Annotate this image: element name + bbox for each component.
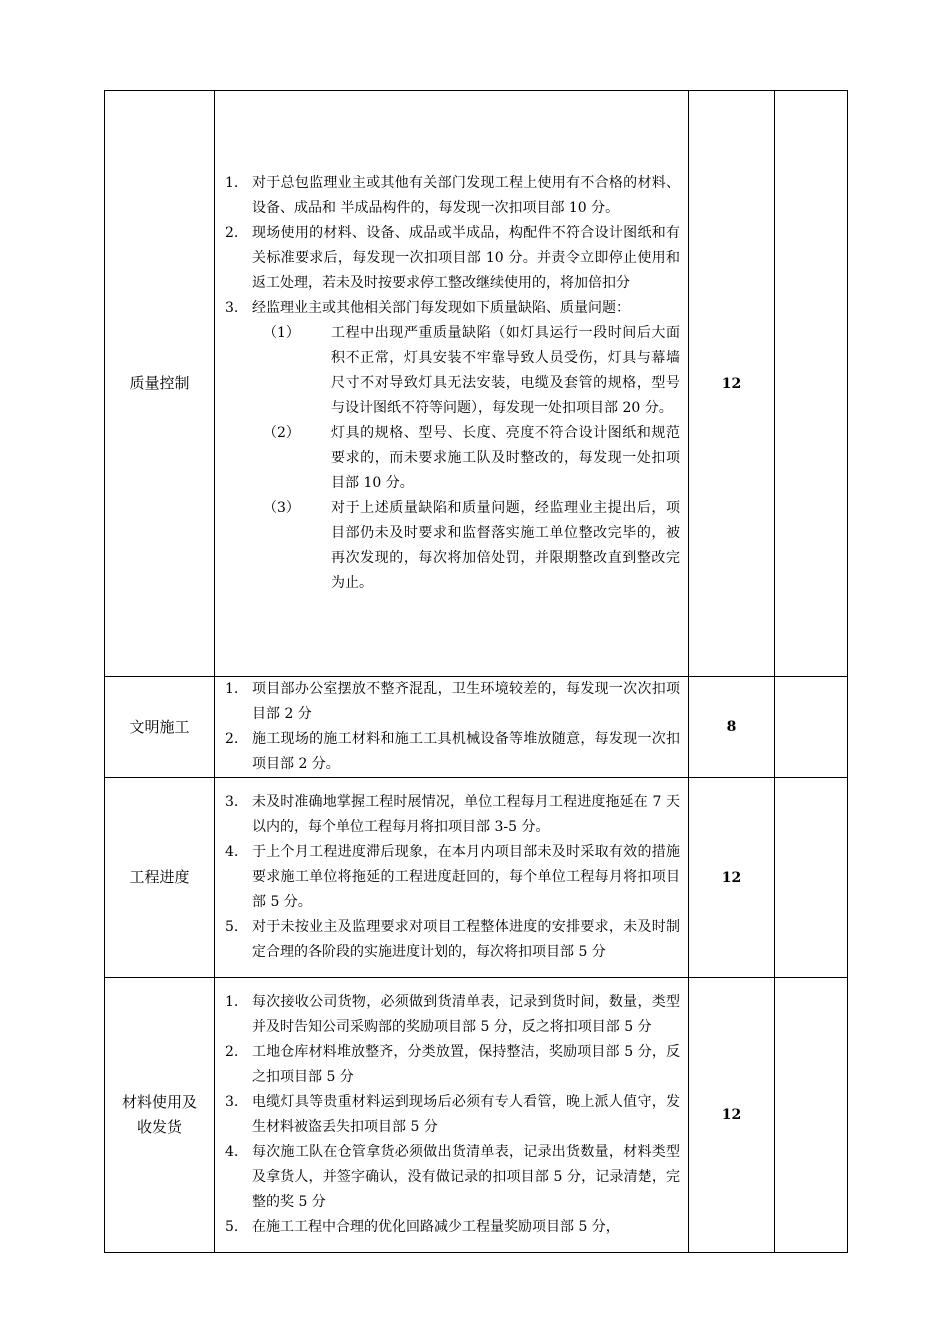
table-row-material-usage — [105, 978, 848, 1253]
remarks-cell — [775, 677, 848, 778]
item-text: 对于未按业主及监理要求对项目工程整体进度的安排要求，未及时制定合理的各阶段的实施进度计划的，每次将扣项目部 5 分 — [252, 919, 680, 960]
item-text: 项目部办公室摆放不整齐混乱，卫生环境较差的，每发现一次次扣项目部 2 分 — [252, 681, 680, 722]
item-number: 5. — [225, 919, 239, 935]
category-label: 质量控制 — [129, 374, 190, 392]
item-text: 电缆灯具等贵重材料运到现场后必须有专人看管，晚上派人值守，发生材料被盗丢失扣项目部 5 分 — [252, 1094, 680, 1135]
score-cell — [689, 677, 775, 778]
list-item — [225, 1090, 680, 1140]
item-number: 1. — [225, 175, 239, 191]
list-item — [225, 727, 680, 777]
list-item — [225, 1215, 680, 1240]
item-text: 对于总包监理业主或其他有关部门发现工程上使用有不合格的材料、设备、成品和 半成品构件的，每发现一次扣项目部 10 分。 — [252, 175, 680, 216]
item-number: 2. — [225, 225, 239, 241]
list-item — [225, 1140, 680, 1215]
sub-item-text: 对于上述质量缺陷和质量问题，经监理业主提出后，项目部仍未及时要求和监督落实施工单位整改完毕的，被再次发现的，每次将加倍处罚，并限期整改直到整改完为止。 — [331, 500, 680, 591]
item-text: 现场使用的材料、设备、成品或半成品，构配件不符合设计图纸和有关标准要求后，每发现一次扣项目部 10 分。并责令立即停止使用和返工处理，若未及时按要求停工整改继续使用的，将加倍扣分 — [252, 225, 680, 291]
item-text: 每次接收公司货物，必须做到货清单表，记录到货时间，数量，类型并及时告知公司采购部的奖励项目部 5 分，反之将扣项目部 5 分 — [252, 994, 680, 1035]
category-label: 材料使用及收发货 — [121, 1093, 197, 1136]
remarks-cell — [775, 91, 848, 677]
item-number: 1. — [225, 994, 239, 1010]
sub-item-number: （1） — [263, 325, 300, 341]
remarks-cell — [775, 778, 848, 978]
category-label: 工程进度 — [129, 868, 190, 886]
item-number: 2. — [225, 731, 239, 747]
table-row-project-progress — [105, 778, 848, 978]
sub-item-text: 工程中出现严重质量缺陷（如灯具运行一段时间后大面积不正常，灯具安装不牢靠导致人员受伤，灯具与幕墙尺寸不对导致灯具无法安装，电缆及套管的规格，型号与设计图纸不符等问题），每发现一处扣项目部 20 分。 — [331, 325, 680, 416]
list-item — [225, 296, 680, 321]
list-item — [225, 915, 680, 965]
category-cell — [105, 978, 215, 1253]
criteria-cell — [215, 91, 689, 677]
criteria-cell — [215, 978, 689, 1253]
criteria-cell — [215, 677, 689, 778]
criteria-cell — [215, 778, 689, 978]
sub-item-number: （3） — [263, 500, 300, 516]
score-value: 12 — [721, 375, 742, 392]
category-cell — [105, 91, 215, 677]
score-cell — [689, 978, 775, 1253]
item-text: 施工现场的施工材料和施工工具机械设备等堆放随意，每发现一次扣项目部 2 分。 — [252, 731, 680, 772]
category-cell — [105, 778, 215, 978]
sub-list-item — [263, 321, 680, 421]
list-item — [225, 840, 680, 915]
item-number: 2. — [225, 1044, 239, 1060]
sub-list-item — [263, 496, 680, 596]
assessment-table — [104, 90, 848, 1253]
list-item — [225, 1040, 680, 1090]
list-item — [225, 221, 680, 296]
category-label: 文明施工 — [129, 717, 190, 736]
item-number: 4. — [225, 844, 239, 860]
item-text: 每次施工队在仓管拿货必须做出货清单表，记录出货数量，材料类型及拿货人，并签字确认，没有做记录的扣项目部 5 分，记录清楚，完整的奖 5 分 — [252, 1144, 680, 1210]
item-number: 4. — [225, 1144, 239, 1160]
list-item — [225, 790, 680, 840]
item-text: 经监理业主或其他相关部门每发现如下质量缺陷、质量问题： — [252, 300, 630, 316]
score-value: 8 — [726, 719, 737, 735]
item-text: 工地仓库材料堆放整齐，分类放置，保持整洁，奖励项目部 5 分，反之扣项目部 5 分 — [252, 1044, 680, 1085]
table-body — [105, 91, 848, 1253]
item-number: 3. — [225, 794, 239, 810]
list-item — [225, 990, 680, 1040]
sub-item-number: （2） — [263, 425, 300, 441]
item-number: 3. — [225, 300, 239, 316]
remarks-cell — [775, 978, 848, 1253]
score-cell — [689, 91, 775, 677]
score-value: 12 — [721, 869, 742, 886]
score-value: 12 — [721, 1107, 742, 1123]
list-item — [225, 171, 680, 221]
item-number: 3. — [225, 1094, 239, 1110]
sub-item-text: 灯具的规格、型号、长度、亮度不符合设计图纸和规范要求的，而未要求施工队及时整改的，每发现一处扣项目部 10 分。 — [331, 425, 680, 491]
item-text: 在施工工程中合理的优化回路减少工程量奖励项目部 5 分， — [252, 1219, 620, 1235]
item-text: 于上个月工程进度滞后现象，在本月内项目部未及时采取有效的措施要求施工单位将拖延的工程进度赶回的，每个单位工程每月将扣项目部 5 分。 — [252, 844, 680, 910]
item-text: 未及时准确地掌握工程时展情况，单位工程每月工程进度拖延在 7 天以内的，每个单位工程每月将扣项目部 3-5 分。 — [252, 794, 680, 835]
item-number: 1. — [225, 681, 239, 697]
list-item — [225, 677, 680, 727]
table-row-civilized-construction — [105, 677, 848, 778]
category-cell — [105, 677, 215, 778]
table-row-quality-control — [105, 91, 848, 677]
sub-list-item — [263, 421, 680, 496]
score-cell — [689, 778, 775, 978]
item-number: 5. — [225, 1219, 239, 1235]
